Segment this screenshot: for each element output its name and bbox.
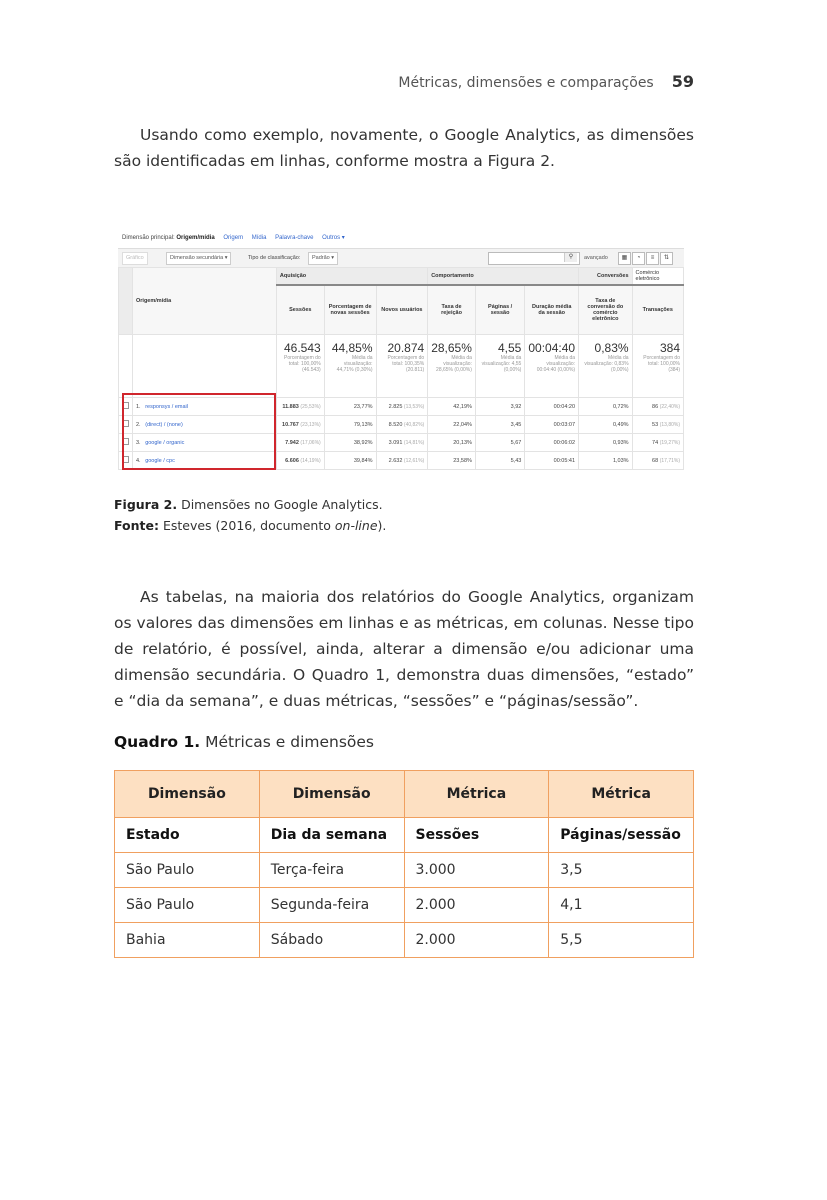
quadro-subheader-cell: Dia da semana — [259, 818, 404, 853]
highlight-box — [122, 393, 276, 470]
ga-row-pages: 5,43 — [475, 452, 524, 470]
body-paragraph: As tabelas, na maioria dos relatórios do Google Analytics, organizam os valores das dimensões em linhas e as métricas, em colunas. Nesse tipo de relatório, é possível, ainda, alterar a dimensão e/ou adicionar uma dimensão secundária. O Quadro 1, demonstra duas dimensões, “estado” e “dia da semana”, e duas métricas, “sessões” e “páginas/sessão”. — [114, 588, 694, 710]
ga-row-new-pct: 79,13% — [324, 416, 376, 434]
quadro-subheader-cell: Sessões — [404, 818, 549, 853]
quadro-table — [114, 770, 694, 958]
ga-row-sessions-pct: (23,13%) — [300, 421, 321, 428]
table-cell: Bahia — [115, 923, 260, 958]
ga-total-sub: Média da visualização: 28,65% (0,00%) — [436, 355, 472, 373]
ga-group-acquisition: Aquisição — [276, 268, 427, 285]
table-cell: Terça-feira — [259, 853, 404, 888]
ga-row-users-pct: (13,53%) — [403, 403, 425, 410]
table-cell: 2.000 — [404, 888, 549, 923]
ga-row-duration: 00:06:02 — [525, 434, 579, 452]
ga-primary-label: Dimensão principal: — [122, 235, 175, 241]
ga-sort-dropdown: Padrão ▾ — [308, 252, 338, 265]
quadro-title-text: Métricas e dimensões — [205, 733, 375, 751]
ga-row-bounce: 42,19% — [428, 398, 476, 416]
ga-row-transactions-pct: (19,27%) — [659, 439, 680, 446]
ga-total-value: 28,65% — [431, 341, 472, 355]
ga-link-palavra-chave: Palavra-chave — [275, 235, 314, 241]
source-text: Esteves (2016, documento — [162, 518, 335, 533]
ga-row-duration: 00:03:07 — [525, 416, 579, 434]
quadro-header-cell: Métrica — [549, 771, 694, 818]
grid-view-icon: ▦ — [618, 252, 631, 265]
pivot-view-icon: ⇅ — [660, 252, 673, 265]
ga-secondary-dimension: Dimensão secundária ▾ — [166, 252, 231, 265]
ga-total-value: 20.874 — [387, 341, 425, 355]
ga-row-bounce: 20,13% — [428, 434, 476, 452]
ga-link-midia: Mídia — [251, 235, 267, 241]
ga-row-conversion: 0,49% — [579, 416, 632, 434]
ga-total-value: 00:04:40 — [528, 341, 576, 355]
ga-row-transactions: 68 — [652, 457, 659, 464]
header-title: Métricas, dimensões e comparações — [398, 75, 654, 91]
ga-row-number: 3. — [136, 439, 141, 446]
ga-total-sub: Média da visualização: 4,55 (0,00%) — [481, 355, 522, 373]
quadro-subheader-row — [115, 818, 694, 853]
ga-row-transactions-pct: (17,71%) — [659, 457, 680, 464]
quadro-header-row — [115, 771, 694, 818]
ga-col-new-sessions-pct: Porcentagem de novas sessões — [324, 285, 376, 335]
ga-total-sub: Porcentagem do total: 100,35% (20.811) — [387, 355, 425, 373]
ga-row-pages: 3,45 — [475, 416, 524, 434]
ga-total-value: 0,83% — [594, 341, 629, 355]
caption-label: Figura 2. — [114, 497, 178, 512]
ga-row-sessions: 10.767 — [282, 421, 299, 428]
ga-row-transactions: 53 — [652, 421, 659, 428]
ga-row-new-pct: 38,92% — [324, 434, 376, 452]
quadro-label: Quadro 1. — [114, 733, 201, 751]
ga-total-sub: Porcentagem do total: 100,00% (384) — [643, 355, 680, 373]
ga-total-sub: Média da visualização: 0,83% (0,00%) — [584, 355, 629, 373]
ga-col-bounce-rate: Taxa de rejeição — [428, 285, 476, 335]
ga-total-sub: Média da visualização: 00:04:40 (0,00%) — [536, 355, 576, 373]
ga-row-bounce: 22,04% — [428, 416, 476, 434]
figure-caption — [114, 497, 383, 512]
ga-col-avg-duration: Duração média da sessão — [525, 285, 579, 335]
ga-totals-row — [119, 335, 684, 398]
ga-row-pages: 5,67 — [475, 434, 524, 452]
ga-row-users: 2.825 — [388, 403, 403, 410]
ga-row-bounce: 23,58% — [428, 452, 476, 470]
caption-text: Dimensões no Google Analytics. — [181, 497, 383, 512]
ga-row-users: 8.520 — [388, 421, 403, 428]
intro-paragraph: Usando como exemplo, novamente, o Google Analytics, as dimensões são identificadas em linhas, conforme mostra a Figura 2. — [114, 126, 694, 170]
ga-row-number: 4. — [136, 457, 141, 464]
ga-row-sessions-pct: (25,53%) — [300, 403, 321, 410]
bar-view-icon: ≡ — [646, 252, 659, 265]
ga-active-dimension: Origem/mídia — [176, 235, 215, 241]
search-icon: ⚲ — [564, 253, 577, 262]
table-cell: Sábado — [259, 923, 404, 958]
running-header — [114, 72, 694, 91]
ga-toolbar — [118, 248, 684, 268]
ga-row-number: 2. — [136, 421, 141, 428]
ga-row-source: responsys / email — [145, 403, 188, 410]
ga-screenshot — [118, 230, 684, 472]
ga-row-pages: 3,92 — [475, 398, 524, 416]
ga-row-number: 1. — [136, 403, 141, 410]
ga-row-sessions-pct: (17,06%) — [300, 439, 321, 446]
pie-view-icon: ◔ — [632, 252, 645, 265]
ga-group-conversions: Conversões — [579, 268, 632, 285]
ga-row-sessions-pct: (14,19%) — [300, 457, 321, 464]
ga-col-pages-session: Páginas / sessão — [475, 285, 524, 335]
ga-group-ecommerce: Comércio eletrônico — [632, 268, 683, 285]
table-row — [115, 888, 694, 923]
table-cell: 5,5 — [549, 923, 694, 958]
source-end: ). — [377, 518, 387, 533]
ga-chart-button: Gráfico — [122, 252, 148, 265]
ga-sort-label: Tipo de classificação: — [248, 255, 301, 261]
ga-row-transactions: 74 — [652, 439, 659, 446]
ga-row-source: google / organic — [145, 439, 185, 446]
table-cell: 3.000 — [404, 853, 549, 888]
ga-row-new-pct: 23,77% — [324, 398, 376, 416]
ga-row-conversion: 0,93% — [579, 434, 632, 452]
ga-advanced-link: avançado — [584, 255, 608, 261]
table-cell: Segunda-feira — [259, 888, 404, 923]
quadro-header-cell: Métrica — [404, 771, 549, 818]
ga-row-sessions: 7.942 — [285, 439, 299, 446]
table-cell: São Paulo — [115, 888, 260, 923]
ga-row-duration: 00:05:41 — [525, 452, 579, 470]
quadro-subheader-cell: Estado — [115, 818, 260, 853]
ga-col-new-users: Novos usuários — [376, 285, 428, 335]
ga-row-transactions: 86 — [652, 403, 659, 410]
table-cell: 2.000 — [404, 923, 549, 958]
ga-col-transactions: Transações — [632, 285, 683, 335]
ga-row-new-pct: 39,84% — [324, 452, 376, 470]
ga-row-users-pct: (40,82%) — [403, 421, 425, 428]
ga-row-transactions-pct: (13,80%) — [659, 421, 680, 428]
ga-row-users: 3.091 — [388, 439, 403, 446]
ga-link-origem: Origem — [223, 235, 244, 241]
quadro-subheader-cell: Páginas/sessão — [549, 818, 694, 853]
ga-row-conversion: 0,72% — [579, 398, 632, 416]
table-row — [115, 853, 694, 888]
page-number: 59 — [671, 72, 694, 91]
source-label: Fonte: — [114, 518, 159, 533]
table-row — [115, 923, 694, 958]
ga-source-header: Origem/mídia — [133, 268, 277, 335]
ga-row-conversion: 1,03% — [579, 452, 632, 470]
ga-total-value: 384 — [659, 341, 680, 355]
ga-total-value: 46.543 — [284, 341, 321, 355]
ga-row-source: (direct) / (none) — [145, 421, 183, 428]
ga-total-sub: Porcentagem do total: 100,00% (46.543) — [284, 355, 321, 373]
ga-row-users-pct: (14,81%) — [403, 439, 425, 446]
table-cell: São Paulo — [115, 853, 260, 888]
ga-row-sessions: 6.606 — [285, 457, 299, 464]
ga-group-behavior: Comportamento — [428, 268, 579, 285]
ga-col-sessions: Sessões — [276, 285, 324, 335]
ga-total-value: 44,85% — [331, 341, 373, 355]
ga-link-outros: Outros ▾ — [322, 235, 345, 241]
ga-total-sub: Média da visualização: 44,71% (0,30%) — [336, 355, 373, 373]
table-cell: 3,5 — [549, 853, 694, 888]
ga-row-duration: 00:04:20 — [525, 398, 579, 416]
ga-row-transactions-pct: (22,40%) — [659, 403, 680, 410]
ga-row-source: google / cpc — [145, 457, 175, 464]
ga-dimension-nav — [122, 234, 345, 241]
ga-row-sessions: 11.883 — [282, 403, 299, 410]
quadro-title — [114, 733, 374, 751]
table-cell: 4,1 — [549, 888, 694, 923]
ga-col-conversion-rate: Taxa de conversão do comércio eletrônico — [579, 285, 632, 335]
figure-source — [114, 518, 386, 533]
ga-total-value: 4,55 — [497, 341, 522, 355]
ga-row-users: 2.632 — [388, 457, 403, 464]
ga-row-users-pct: (12,61%) — [403, 457, 425, 464]
source-italic: on-line — [334, 518, 378, 533]
quadro-header-cell: Dimensão — [259, 771, 404, 818]
quadro-header-cell: Dimensão — [115, 771, 260, 818]
